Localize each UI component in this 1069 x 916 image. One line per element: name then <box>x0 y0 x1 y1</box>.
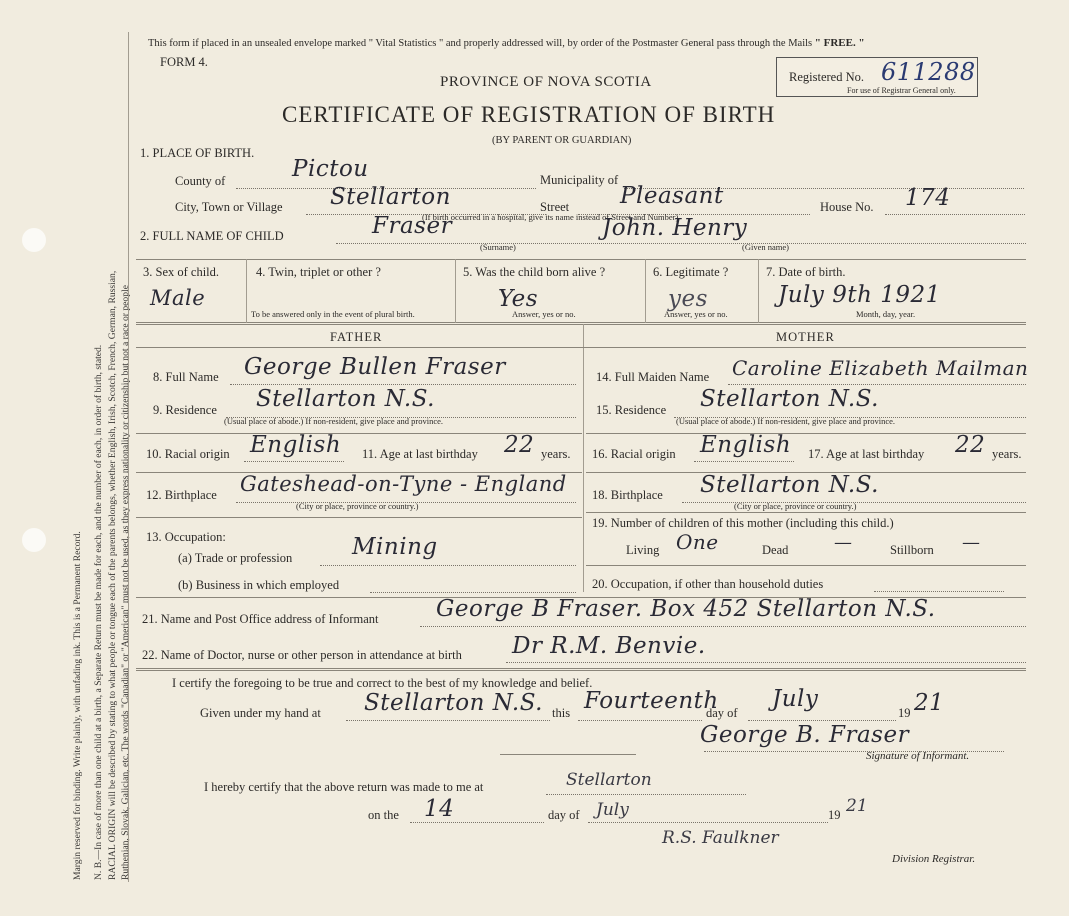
day-of-label: day of <box>706 706 738 720</box>
given-year-prefix: 19 <box>898 706 911 720</box>
certification-divider <box>500 754 636 755</box>
father-name-value: George Bullen Fraser <box>244 354 506 380</box>
mother-heading: MOTHER <box>776 330 835 344</box>
father-trade-label: (a) Trade or profession <box>178 551 293 565</box>
mother-racial-value: English <box>700 432 792 458</box>
father-name-label: 8. Full Name <box>153 370 219 384</box>
stillborn-label: Stillborn <box>890 543 934 557</box>
father-racial-value: English <box>250 432 342 458</box>
father-racial-line <box>244 461 344 462</box>
informant-value: George B Fraser. Box 452 Stellarton N.S. <box>436 596 936 622</box>
registrar-signature-label: Division Registrar. <box>892 853 976 865</box>
child-name-label: 2. FULL NAME OF CHILD <box>140 229 284 243</box>
living-value: One <box>676 530 719 554</box>
given-under-hand-label: Given under my hand at <box>200 706 321 720</box>
mother-residence-value: Stellarton N.S. <box>700 386 879 412</box>
given-day-line <box>578 720 702 721</box>
informant-signature: George B. Fraser <box>700 722 910 748</box>
father-trade-value: Mining <box>352 534 438 560</box>
mother-section-line <box>586 512 1026 513</box>
stillborn-value: — <box>962 532 981 553</box>
certify-statement: I certify the foregoing to be true and correct to the best of my knowledge and belief. <box>172 676 593 690</box>
mother-name-label: 14. Full Maiden Name <box>596 370 710 384</box>
doctor-line <box>506 662 1026 663</box>
given-place-line <box>346 720 550 721</box>
sex-value: Male <box>150 286 206 310</box>
row3-divider <box>246 259 247 323</box>
registrar-day-of-label: day of <box>548 808 580 822</box>
child-given-note: (Given name) <box>742 242 789 252</box>
mother-occupation-line <box>874 591 1004 592</box>
born-alive-value: Yes <box>498 286 539 312</box>
registered-no-value: 611288 <box>881 58 976 86</box>
form-left-border <box>128 32 129 882</box>
father-residence-value: Stellarton N.S. <box>256 386 435 412</box>
registrar-month-line <box>588 822 828 823</box>
street-label: Street <box>540 200 570 214</box>
given-place-value: Stellarton N.S. <box>364 690 543 716</box>
mother-racial-label: 16. Racial origin <box>592 447 676 461</box>
row3-divider <box>645 259 646 323</box>
row3-divider <box>455 259 456 323</box>
date-of-birth-value: July 9th 1921 <box>778 282 941 308</box>
place-of-birth-label: 1. PLACE OF BIRTH. <box>140 146 255 160</box>
father-birthplace-note: (City or place, province or country.) <box>296 501 419 511</box>
mother-residence-label: 15. Residence <box>596 403 667 417</box>
mother-birthplace-label: 18. Birthplace <box>592 488 663 502</box>
house-number-value: 174 <box>905 185 951 211</box>
father-business-label: (b) Business in which employed <box>178 578 340 592</box>
this-label: this <box>552 706 571 720</box>
free-label: " FREE. " <box>814 37 865 49</box>
mother-name-value: Caroline Elizabeth Mailman <box>732 356 1029 380</box>
father-age-value: 22 <box>504 432 535 458</box>
mother-occupation-label: 20. Occupation, if other than household duties <box>592 577 824 591</box>
city-label: City, Town or Village <box>175 200 283 214</box>
date-of-birth-note: Month, day, year. <box>856 309 916 319</box>
given-month-line <box>748 720 896 721</box>
father-heading: FATHER <box>330 330 383 344</box>
mail-notice <box>148 37 865 49</box>
date-of-birth-label: 7. Date of birth. <box>766 265 846 279</box>
margin-note-binding: Margin reserved for binding. Write plainly, with unfading ink. This is a Permanent Record. <box>72 531 83 880</box>
mother-age-label: 17. Age at last birthday <box>808 447 925 461</box>
father-name-line <box>230 384 576 385</box>
father-business-line <box>370 592 576 593</box>
father-birthplace-value: Gateshead-on-Tyne - England <box>240 472 567 496</box>
father-years-label: years. <box>541 447 571 461</box>
living-label: Living <box>626 543 660 557</box>
mother-birthplace-note: (City or place, province or country.) <box>734 501 857 511</box>
mother-name-line <box>728 384 1026 385</box>
registrar-month-value: July <box>596 800 629 820</box>
registrar-signature: R.S. Faulkner <box>662 828 779 848</box>
legitimate-note: Answer, yes or no. <box>664 309 728 319</box>
registrar-day-line <box>410 822 544 823</box>
row3-divider <box>758 259 759 323</box>
twin-note: To be answered only in the event of plural birth. <box>251 309 415 319</box>
certificate-title: CERTIFICATE OF REGISTRATION OF BIRTH <box>282 102 776 127</box>
margin-note-multiple-births: N. B.—In case of more than one child at a birth, a Separate Return must be made for each, and the number of each, in order of birth, stated. <box>93 344 104 880</box>
registrar-on-the-label: on the <box>368 808 399 822</box>
street-value: Pleasant <box>620 183 724 209</box>
street-note: (If birth occurred in a hospital, give its name instead of Street and Number) <box>422 212 679 222</box>
legitimate-value: yes <box>668 286 708 312</box>
parents-heading-line <box>136 347 1026 348</box>
father-residence-label: 9. Residence <box>153 403 217 417</box>
father-racial-label: 10. Racial origin <box>146 447 230 461</box>
doctor-value: Dr R.M. Benvie. <box>512 633 706 659</box>
mother-years-label: years. <box>992 447 1022 461</box>
informant-label: 21. Name and Post Office address of Informant <box>142 612 379 626</box>
given-day-value: Fourteenth <box>584 688 719 714</box>
born-alive-label: 5. Was the child born alive ? <box>463 265 606 279</box>
father-section-line <box>136 517 582 518</box>
dead-label: Dead <box>762 543 789 557</box>
mother-birthplace-value: Stellarton N.S. <box>700 472 879 498</box>
born-alive-note: Answer, yes or no. <box>512 309 576 319</box>
certificate-subtitle: (BY PARENT OR GUARDIAN) <box>492 135 632 146</box>
child-surname-value: Fraser <box>372 213 453 239</box>
twin-label: 4. Twin, triplet or other ? <box>256 265 381 279</box>
registrar-year-value: 21 <box>846 796 868 816</box>
informant-line <box>420 626 1026 627</box>
doctor-label: 22. Name of Doctor, nurse or other person in attendance at birth <box>142 648 462 662</box>
margin-note-racial-origin-2: Ruthenian, Slovak, Galician, etc. The words "Canadian" or "American" must not be used, as they express nationality or citizenship but not a race or people <box>120 285 131 880</box>
certification-top-border <box>136 668 1026 671</box>
parents-divider <box>583 324 584 592</box>
binding-hole <box>22 228 46 252</box>
house-number-line <box>885 214 1025 215</box>
sex-label: 3. Sex of child. <box>143 265 220 279</box>
child-given-value: John. Henry <box>602 215 748 241</box>
registered-no-label: Registered No. <box>789 70 864 84</box>
registrar-place-line <box>546 794 746 795</box>
mother-racial-line <box>694 461 794 462</box>
row3-top-border <box>136 259 1026 260</box>
registration-box <box>776 57 978 97</box>
province-title: PROVINCE OF NOVA SCOTIA <box>440 74 652 90</box>
registrar-day-value: 14 <box>424 796 455 822</box>
binding-hole <box>22 528 46 552</box>
house-number-label: House No. <box>820 200 874 214</box>
mother-section-line <box>586 565 1026 566</box>
informant-signature-label: Signature of Informant. <box>866 750 970 762</box>
given-month-value: July <box>772 686 819 712</box>
county-label: County of <box>175 174 226 188</box>
mother-age-value: 22 <box>955 432 986 458</box>
registrar-year-prefix: 19 <box>828 808 841 822</box>
municipality-label: Municipality of <box>540 173 619 187</box>
mail-notice-text: This form if placed in an unsealed envelope marked " Vital Statistics " and properly addressed will, by order of the Postmaster General pass through the Mails <box>148 38 815 49</box>
given-year-value: 21 <box>914 690 945 716</box>
dead-value: — <box>834 532 853 553</box>
child-surname-note: (Surname) <box>480 242 516 252</box>
father-birthplace-label: 12. Birthplace <box>146 488 217 502</box>
city-value: Stellarton <box>330 184 451 210</box>
registered-no-note: For use of Registrar General only. <box>847 86 956 95</box>
father-residence-note: (Usual place of abode.) If non-resident, give place and province. <box>224 416 444 426</box>
registrar-statement: I hereby certify that the above return was made to me at <box>204 780 484 794</box>
form-number: FORM 4. <box>160 55 208 69</box>
legitimate-label: 6. Legitimate ? <box>653 265 729 279</box>
registrar-place-value: Stellarton <box>566 770 652 790</box>
father-trade-line <box>320 565 576 566</box>
margin-note-racial-origin: RACIAL ORIGIN will be described by stating to what people or tongue each of the parents belongs, whether English, Irish, Scotch, French, German, Russian, <box>107 270 118 880</box>
mother-children-label: 19. Number of children of this mother (including this child.) <box>592 516 894 530</box>
row3-bottom-border <box>136 322 1026 325</box>
child-name-line <box>336 243 1026 244</box>
county-value: Pictou <box>292 156 369 182</box>
mother-residence-note: (Usual place of abode.) If non-resident, give place and province. <box>676 416 896 426</box>
father-occupation-label: 13. Occupation: <box>146 530 226 544</box>
father-age-label: 11. Age at last birthday <box>362 447 478 461</box>
